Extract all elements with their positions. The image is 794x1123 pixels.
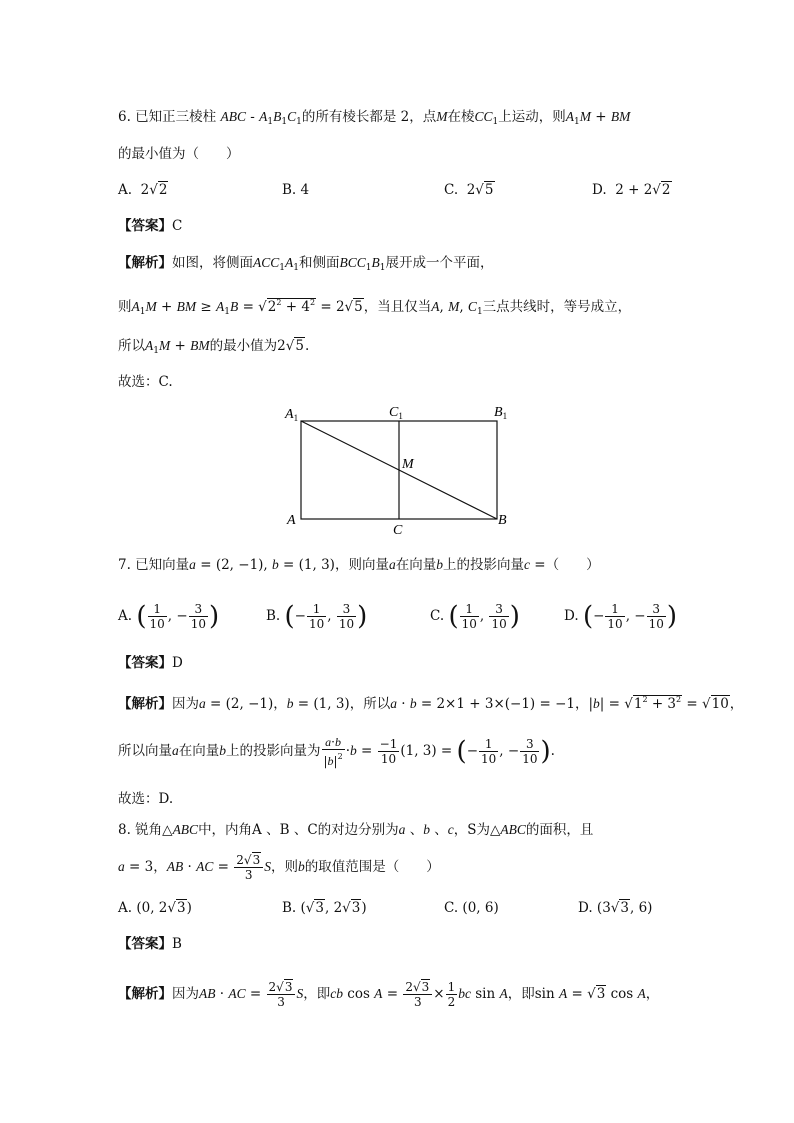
q8-option-a: A. (0, 2√3) <box>118 900 192 916</box>
label-b1: $B_1$ <box>494 405 508 421</box>
q7-conclusion: 故选：D. <box>118 791 174 807</box>
q6-option-b: B. 4 <box>282 182 310 198</box>
q8-stem-line2: a = 3，AB · AC = $\frac{2√3}{3}$ S，则b的取值范围是（ ） <box>118 853 440 882</box>
q8-answer: 【答案】B <box>118 936 182 952</box>
q6-option-c: C. 2√5 <box>444 182 494 198</box>
q8-stem-line1: 8. 锐角△ABC中，内角A 、B 、C的对边分别为a 、b 、c，S为△ABC的面积，且 <box>118 822 594 838</box>
q6-option-a: A. 2√2 <box>118 182 168 198</box>
label-a1: $A_1$ <box>285 407 299 423</box>
q7-option-a: A. ( $\frac{1}{10}$ , − $\frac{3}{10}$ ) <box>118 601 220 632</box>
q6-analysis-line2: 则$A_1M$ + BM ≥ $A_1B = √2^2 + 4^2 = 2√5$，当且仅当A, M, $C_1$三点共线时，等号成立， <box>118 298 632 317</box>
q8-option-c: C. (0, 6) <box>444 900 499 916</box>
q6-option-d: D. 2 + 2√2 <box>592 182 671 198</box>
q7-stem: 7. 已知向量a = (2, −1), b = (1, 3)，则向量a在向量b上的投影向量c =（ ） <box>118 557 600 573</box>
q6-conclusion: 故选：C. <box>118 374 173 390</box>
q6-stem-line2: 的最小值为（ ） <box>118 146 240 162</box>
q7-option-b: B. (− $\frac{1}{10}$ , $\frac{3}{10}$ ) <box>266 601 368 632</box>
q7-analysis-line2: 所以向量a在向量b上的投影向量为 $\frac{a\cdot b}{|b|^2}$ ·b = $\frac{-1}{10}$ (1, 3) = (− $\frac{1}{10}$ , − $\frac{3}{10}$ ). <box>118 735 555 768</box>
q7-option-c: C. ( $\frac{1}{10}$ , $\frac{3}{10}$ ) <box>430 601 520 632</box>
q7-option-d: D. (− $\frac{1}{10}$ , − $\frac{3}{10}$ ) <box>564 601 678 632</box>
label-c: C <box>393 523 403 538</box>
q6-answer: 【答案】C <box>118 218 183 234</box>
label-b: B <box>498 513 507 528</box>
q7-analysis-line1: 【解析】因为a = (2, −1)，b = (1, 3)，所以a · b = 2×1 + 3×(−1) = −1，$|b| = √1^2 + 3^2 = √10$， <box>118 695 744 712</box>
label-m: M <box>402 457 414 472</box>
q6-analysis-line3: 所以$A_1M$ + BM的最小值为2√5. <box>118 338 310 356</box>
q6-analysis-line1: 【解析】如图，将侧面$ACC_1A_1$和侧面$BCC_1B_1$展开成一个平面， <box>118 255 494 273</box>
unfolded-prism-figure <box>280 400 520 540</box>
q7-answer: 【答案】D <box>118 655 183 671</box>
label-c1: $C_1$ <box>389 405 403 421</box>
label-a: A <box>287 513 296 528</box>
q6-stem-line1: 6. 已知正三棱柱 ABC - $A_1B_1C_1$的所有棱长都是 2，点M在棱$CC_1$上运动，则$A_1M$ + BM <box>118 109 631 127</box>
q8-option-b: B. (√3, 2√3) <box>282 900 367 916</box>
q8-analysis-line1: 【解析】因为AB · AC = $\frac{2√3}{3}$ S，即cb cos A = $\frac{2√3}{3}$ × $\frac{1}{2}$ bc sin A，即sin A = √3 cos A， <box>118 980 660 1009</box>
q8-option-d: D. (3√3, 6) <box>578 900 653 916</box>
